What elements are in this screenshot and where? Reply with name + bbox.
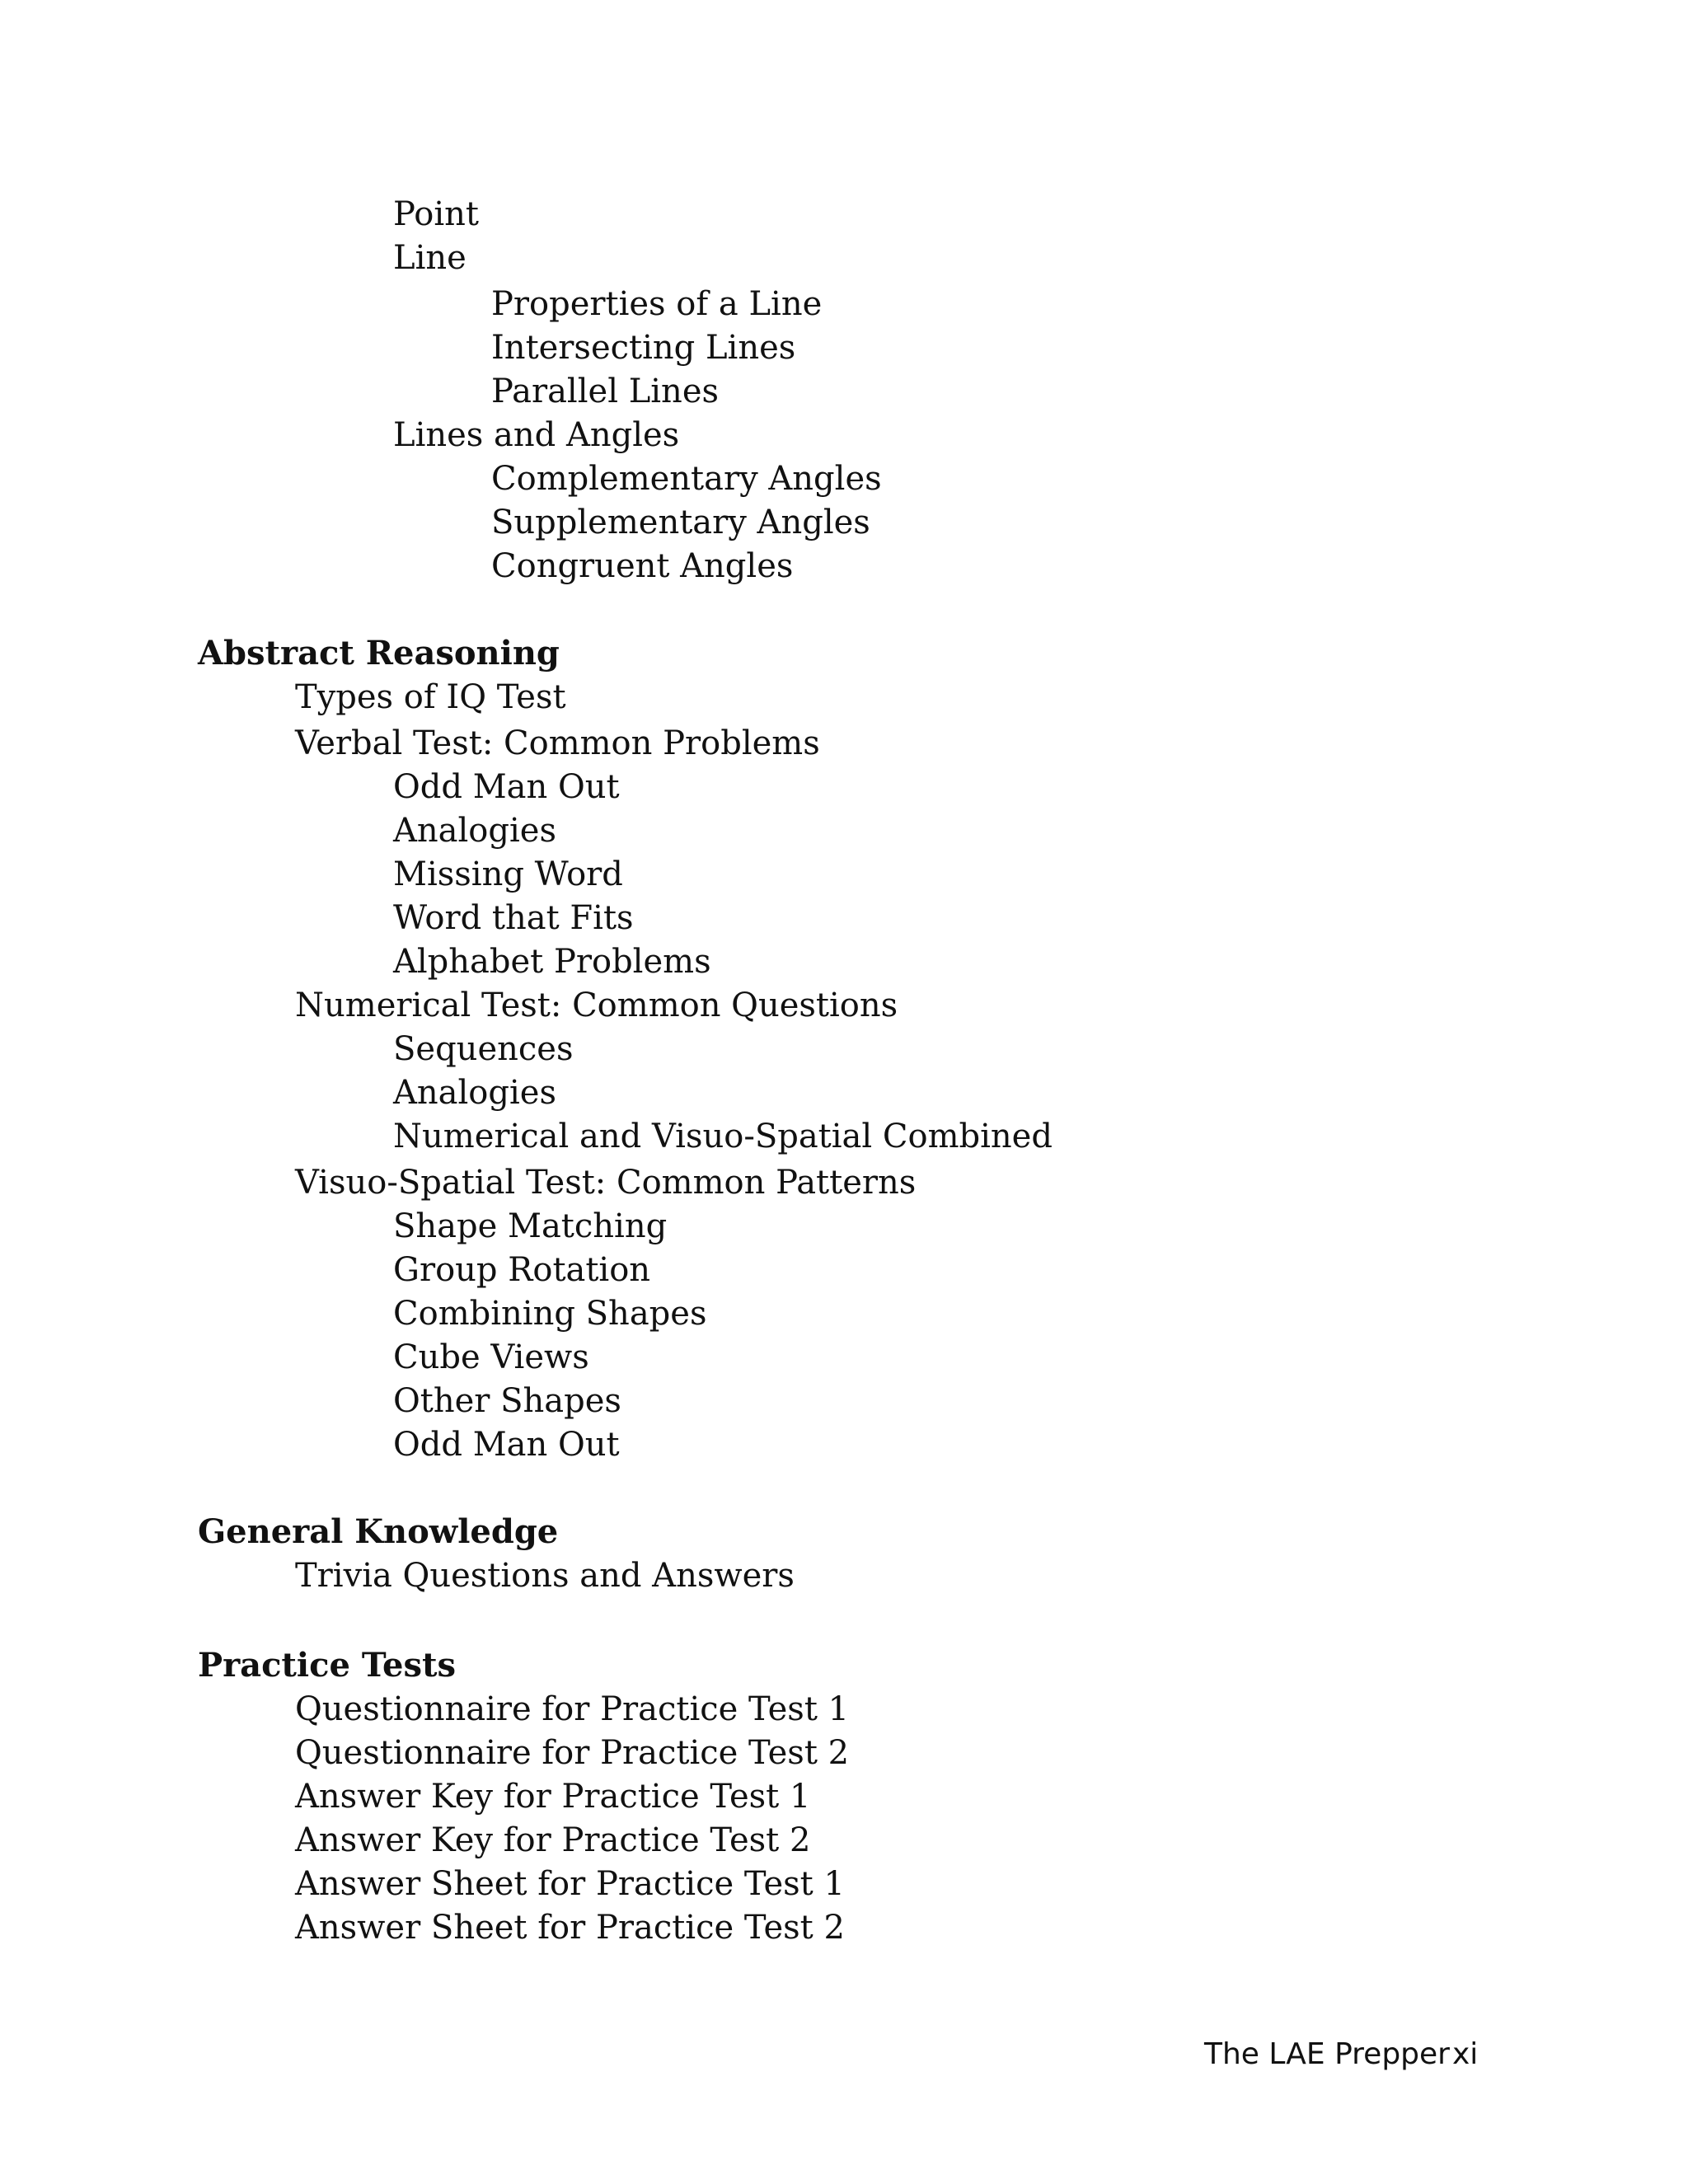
toc-entry: Odd Man Out — [393, 768, 620, 806]
toc-entry: Properties of a Line — [491, 285, 823, 323]
toc-entry: Parallel Lines — [491, 373, 720, 410]
toc-entry: Answer Key for Practice Test 2 — [295, 1821, 811, 1859]
toc-entry: Word that Fits — [393, 899, 634, 937]
section-heading: Abstract Reasoning — [198, 634, 560, 673]
toc-entry: Numerical Test: Common Questions — [295, 987, 898, 1024]
toc-entry: Answer Sheet for Practice Test 1 — [295, 1865, 845, 1903]
toc-entry: Sequences — [393, 1030, 574, 1068]
toc-entry: Congruent Angles — [491, 547, 794, 585]
toc-entry: Numerical and Visuo-Spatial Combined — [393, 1118, 1053, 1155]
toc-entry: Other Shapes — [393, 1382, 621, 1420]
toc-entry: Visuo-Spatial Test: Common Patterns — [295, 1164, 917, 1202]
section-heading: General Knowledge — [198, 1512, 559, 1551]
toc-entry: Questionnaire for Practice Test 2 — [295, 1734, 850, 1772]
toc-entry: Analogies — [393, 1074, 556, 1112]
toc-entry: Alphabet Problems — [393, 943, 711, 981]
toc-entry: Missing Word — [393, 855, 623, 893]
toc-entry: Types of IQ Test — [295, 678, 566, 716]
page-number: xi — [1452, 2037, 1479, 2071]
section-heading: Practice Tests — [198, 1646, 456, 1685]
toc-entry: Cube Views — [393, 1338, 589, 1376]
toc-entry: Supplementary Angles — [491, 504, 870, 541]
toc-entry: Questionnaire for Practice Test 1 — [295, 1690, 850, 1728]
toc-entry: Answer Sheet for Practice Test 2 — [295, 1909, 845, 1947]
toc-entry: Shape Matching — [393, 1207, 668, 1245]
toc-entry: Line — [393, 239, 467, 277]
toc-entry: Combining Shapes — [393, 1295, 707, 1333]
toc-entry: Answer Key for Practice Test 1 — [295, 1778, 811, 1816]
running-title: The LAE Prepper — [1204, 2037, 1450, 2071]
toc-entry: Trivia Questions and Answers — [295, 1557, 795, 1595]
toc-entry: Odd Man Out — [393, 1426, 620, 1464]
toc-entry: Group Rotation — [393, 1251, 651, 1289]
toc-entry: Verbal Test: Common Problems — [295, 724, 820, 762]
toc-entry: Analogies — [393, 812, 556, 850]
toc-entry: Complementary Angles — [491, 460, 882, 498]
toc-entry: Point — [393, 195, 480, 233]
toc-entry: Lines and Angles — [393, 416, 680, 454]
toc-entry: Intersecting Lines — [491, 329, 796, 367]
